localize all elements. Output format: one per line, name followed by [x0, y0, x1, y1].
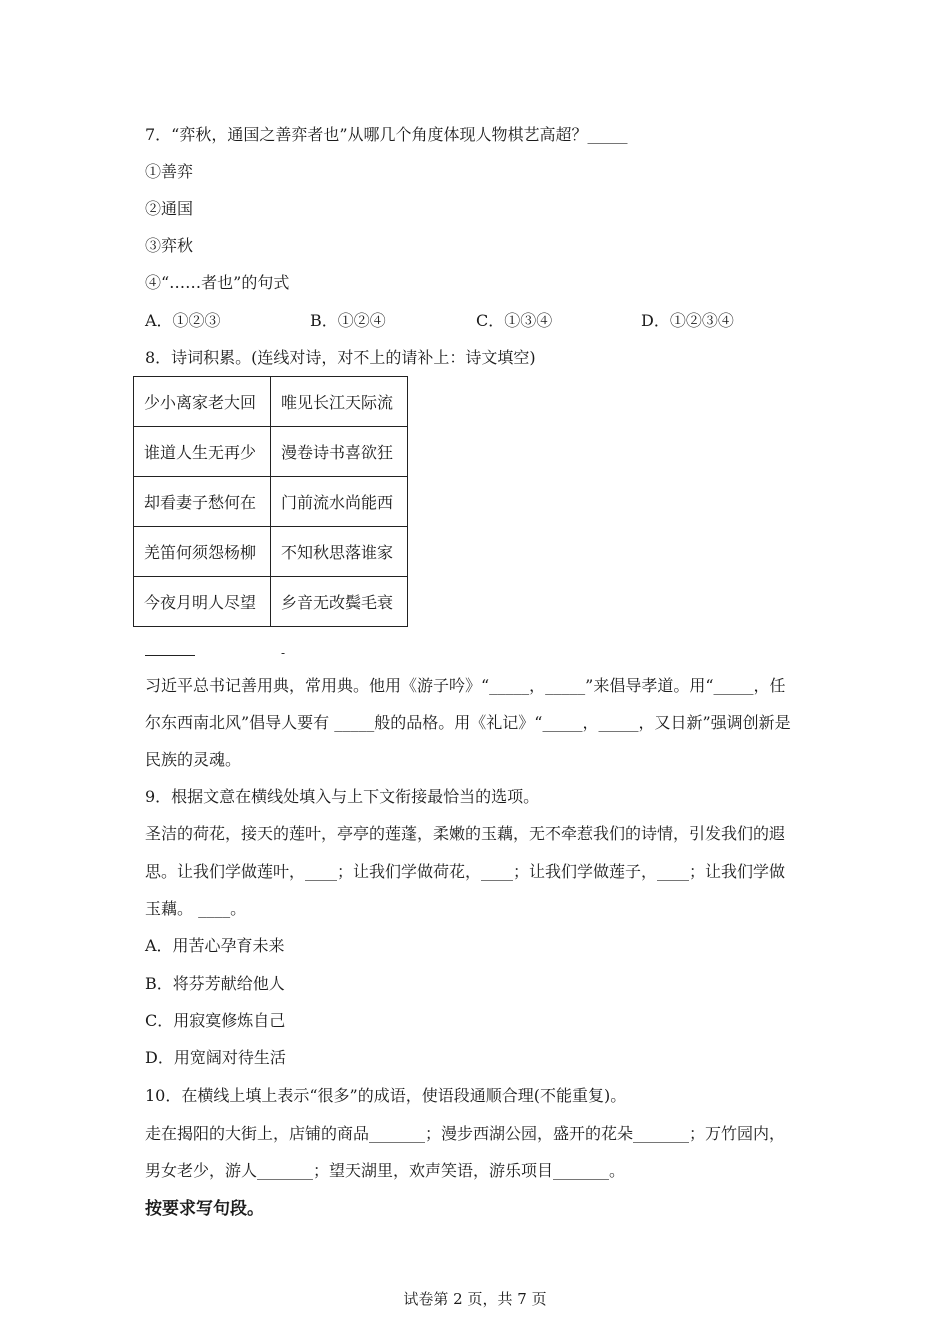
q9-paragraph-line-1: 圣洁的荷花，接天的莲叶，亭亭的莲蓬，柔嫩的玉藕，无不牵惹我们的诗情，引发我们的遐: [145, 824, 786, 843]
q7-option-c: C．①③④: [476, 311, 553, 330]
q7-item-4: ④“……者也”的句式: [145, 273, 290, 292]
poem-matching-table: [133, 376, 408, 627]
q8-stem: 8．诗词积累。(连线对诗，对不上的请补上：诗文填空): [145, 348, 536, 367]
q9-option-d: D．用宽阔对待生活: [145, 1048, 286, 1067]
table-cell: 谁道人生无再少: [134, 427, 271, 477]
q8-paragraph-line-1: 习近平总书记善用典，常用典。他用《游子吟》“_____，_____”来倡导孝道。用“_____，任: [145, 676, 786, 695]
q9-paragraph-line-3: 玉藕。 ____。: [145, 899, 247, 918]
table-cell: 门前流水尚能西: [271, 477, 408, 527]
table-row: [134, 577, 408, 627]
q8-paragraph-line-3: 民族的灵魂。: [145, 750, 242, 769]
table-cell: 少小离家老大回: [134, 377, 271, 427]
table-row: [134, 527, 408, 577]
q7-option-b: B．①②④: [310, 311, 386, 330]
q10-paragraph-line-2: 男女老少，游人_______；望天湖里，欢声笑语，游乐项目_______。: [145, 1161, 626, 1180]
q7-option-d: D．①②③④: [641, 311, 734, 330]
q9-option-a: A．用苦心孕育未来: [145, 936, 285, 955]
table-cell: 唯见长江天际流: [271, 377, 408, 427]
table-cell: 乡音无改鬓毛衰: [271, 577, 408, 627]
section-title: 按要求写句段。: [145, 1199, 264, 1219]
q9-option-b: B．将芬芳献给他人: [145, 974, 285, 993]
table-cell: 漫卷诗书喜欲狂: [271, 427, 408, 477]
table-row: [134, 477, 408, 527]
q7-stem: 7．“弈秋，通国之善弈者也”从哪几个角度体现人物棋艺高超？_____: [145, 125, 628, 144]
q10-stem: 10．在横线上填上表示“很多”的成语，使语段通顺合理(不能重复)。: [145, 1086, 627, 1105]
table-cell: 今夜月明人尽望: [134, 577, 271, 627]
table-cell: 不知秋思落谁家: [271, 527, 408, 577]
q7-item-3: ③弈秋: [145, 236, 194, 255]
answer-blank-line: [145, 655, 195, 656]
q10-paragraph-line-1: 走在揭阳的大街上，店铺的商品_______；漫步西湖公园，盛开的花朵_______；万竹园内，: [145, 1124, 786, 1143]
page-footer: 试卷第 2 页，共 7 页: [403, 1290, 547, 1308]
table-cell: 羌笛何须怨杨柳: [134, 527, 271, 577]
table-row: [134, 377, 408, 427]
q9-option-c: C．用寂寞修炼自己: [145, 1011, 286, 1030]
q7-item-1: ①善弈: [145, 162, 194, 181]
q8-paragraph-line-2: 尔东西南北风”倡导人要有 _____般的品格。用《礼记》“_____，_____，又日新”强调创新是: [145, 713, 791, 732]
q7-item-2: ②通国: [145, 199, 194, 218]
answer-dash: -: [281, 646, 286, 660]
q7-option-a: A．①②③: [145, 311, 221, 330]
table-cell: 却看妻子愁何在: [134, 477, 271, 527]
table-row: [134, 427, 408, 477]
q9-paragraph-line-2: 思。让我们学做莲叶，____；让我们学做荷花，____；让我们学做莲子，____；让我们学做: [145, 862, 786, 881]
q9-stem: 9．根据文意在横线处填入与上下文衔接最恰当的选项。: [145, 787, 540, 806]
